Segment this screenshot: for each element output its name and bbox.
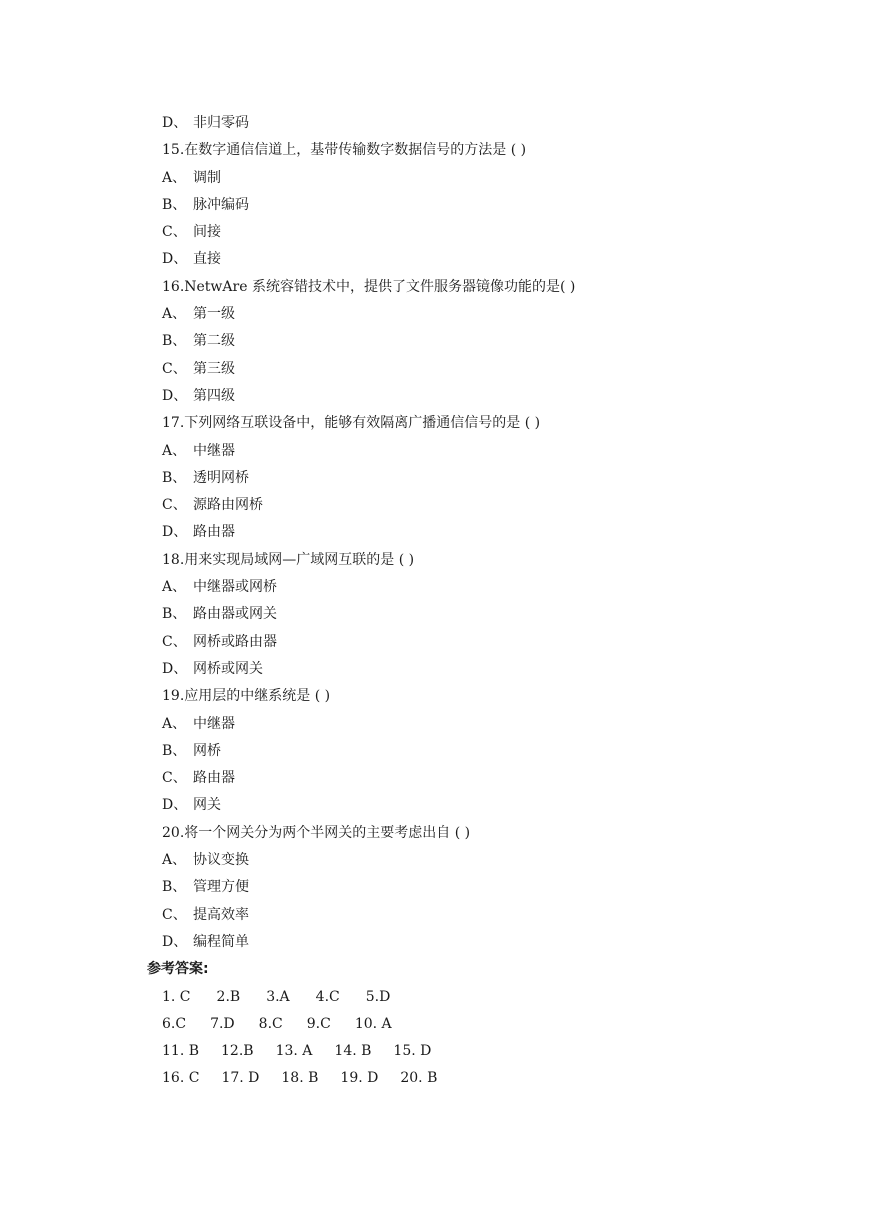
option-row [162,301,762,328]
answers-heading: 参考答案: [147,961,209,978]
option-text: 第二级 [193,333,235,350]
answers-row [162,984,762,1011]
option-letter: C、 [162,360,187,377]
option-letter: D、 [162,933,188,950]
option-text: 网关 [193,797,221,814]
answer-item: 10. A [354,1015,392,1032]
option-row [162,165,762,192]
question-stem-18: 18.用来实现局域网—广域网互联的是 ( ) [162,551,415,568]
option-text: 第四级 [193,387,235,404]
answer-item: 14. B [334,1043,372,1060]
option-letter: C、 [162,770,187,787]
option-text: 非归零码 [193,115,249,131]
option-text: 提高效率 [193,906,249,923]
option-letter: C、 [162,906,187,923]
question-stem-20: 20.将一个网关分为两个半网关的主要考虑出自 ( ) [162,824,471,841]
option-text: 调制 [193,169,221,186]
option-row [162,711,762,738]
option-row [162,192,762,219]
question-stem-19: 19.应用层的中继系统是 ( ) [162,688,331,705]
option-text: 脉冲编码 [193,196,249,213]
option-row [162,929,762,956]
option-row [162,356,762,383]
option-text: 第三级 [193,360,235,377]
option-letter: A、 [162,715,187,732]
option-letter: A、 [162,306,187,323]
answer-item: 12.B [221,1043,254,1060]
option-text: 中继器 [193,715,235,732]
answer-item: 4.C [315,988,340,1005]
option-text: 网桥 [193,742,221,759]
option-text: 第一级 [193,306,235,323]
option-letter: A、 [162,169,187,186]
option-letter: B、 [162,469,187,486]
answer-item: 15. D [393,1043,432,1060]
option-row [162,792,762,819]
answers-row [162,1038,762,1065]
option-row [162,902,762,929]
answer-item: 3.A [266,988,290,1005]
option-text: 编程简单 [193,933,249,950]
option-text: 路由器 [193,770,235,787]
answer-item: 17. D [221,1070,260,1087]
answer-item: 6.C [162,1015,187,1032]
option-letter: D、 [162,797,188,814]
option-letter: D、 [162,524,188,541]
question-stem-15: 15.在数字通信信道上，基带传输数字数据信号的方法是 ( ) [162,142,527,159]
option-letter: D、 [162,660,188,677]
answer-item: 16. C [162,1070,200,1087]
option-row [162,383,762,410]
option-letter: C、 [162,224,187,241]
answer-item: 18. B [281,1070,319,1087]
option-text: 直接 [193,251,221,268]
answer-item: 11. B [162,1043,200,1060]
option-row [162,738,762,765]
document-content [147,110,762,1093]
option-letter: D、 [162,251,188,268]
option-row [162,110,762,137]
option-letter: A、 [162,852,187,869]
answer-item: 19. D [340,1070,379,1087]
option-text: 网桥或网关 [193,660,263,677]
option-text: 路由器 [193,524,235,541]
option-letter: B、 [162,742,187,759]
option-row [162,574,762,601]
option-letter: D、 [162,387,188,404]
answer-item: 1. C [162,988,191,1005]
option-row [162,847,762,874]
answer-item: 13. A [275,1043,313,1060]
option-text: 协议变换 [193,852,249,869]
option-row [162,874,762,901]
option-letter: A、 [162,579,187,596]
option-text: 中继器 [193,442,235,459]
option-row [162,492,762,519]
answer-item: 2.B [216,988,241,1005]
option-row [162,601,762,628]
option-text: 管理方便 [193,879,249,896]
option-row [162,219,762,246]
option-text: 网桥或路由器 [193,633,277,650]
option-row [162,465,762,492]
option-row [162,656,762,683]
answers-row [162,1011,762,1038]
option-letter: B、 [162,606,187,623]
option-text: 源路由网桥 [193,497,263,514]
option-row [162,246,762,273]
answer-item: 7.D [210,1015,235,1032]
option-text: 中继器或网桥 [193,579,277,596]
question-stem-17: 17.下列网络互联设备中，能够有效隔离广播通信信号的是 ( ) [162,415,541,432]
option-row [162,629,762,656]
option-letter: A、 [162,442,187,459]
option-letter: C、 [162,633,187,650]
option-text: 透明网桥 [193,469,249,486]
option-letter: C、 [162,497,187,514]
question-stem-16: 16.NetwAre 系统容错技术中，提供了文件服务器镜像功能的是( ) [162,278,576,295]
option-text: 路由器或网关 [193,606,277,623]
answer-item: 8.C [258,1015,283,1032]
option-letter: D、 [162,115,188,131]
answer-item: 5.D [365,988,391,1005]
option-row [162,328,762,355]
option-letter: B、 [162,333,187,350]
option-row [162,438,762,465]
option-letter: B、 [162,196,187,213]
option-row [162,765,762,792]
option-row [162,519,762,546]
option-letter: B、 [162,879,187,896]
option-text: 间接 [193,224,221,241]
answer-item: 20. B [400,1070,438,1087]
answers-row [162,1065,762,1092]
answer-item: 9.C [306,1015,331,1032]
